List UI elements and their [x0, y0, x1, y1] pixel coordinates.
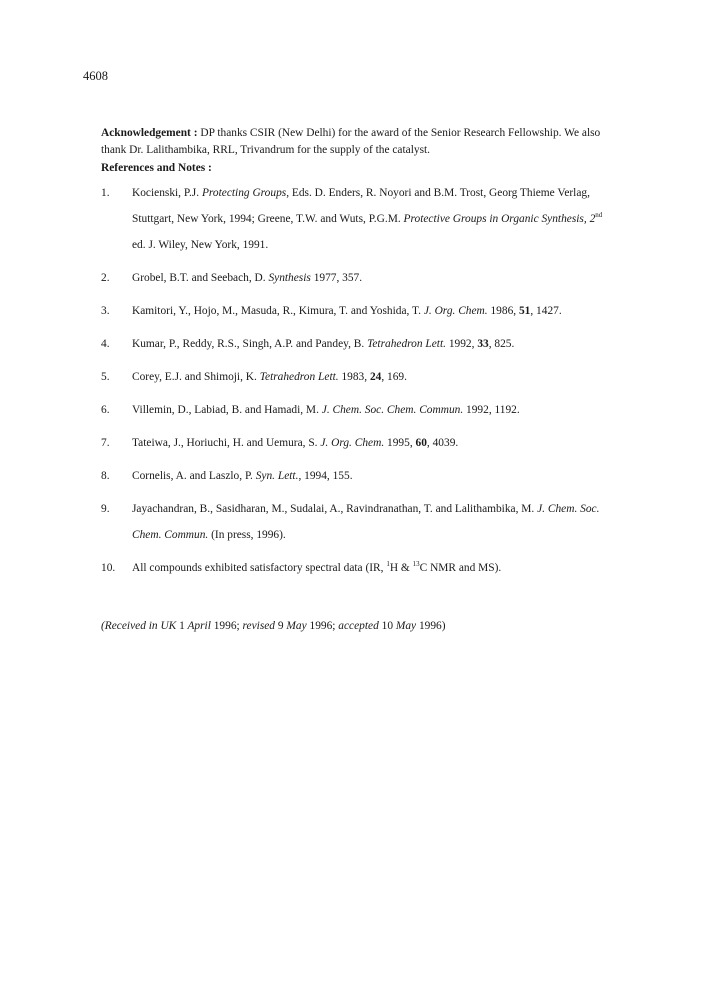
reference-text: ed. J. Wiley, New York, 1991. [132, 239, 269, 251]
reference-journal: Tetrahedron Lett. [367, 338, 446, 350]
reference-number: 2. [101, 272, 110, 284]
received-text: revised [242, 620, 278, 632]
reference-authors: Kumar, P., Reddy, R.S., Singh, A.P. and Pandey, B. [132, 338, 368, 350]
reference-text: , Eds. D. Enders, R. Noyori and B.M. Trost, Georg Thieme Verlag, [286, 187, 590, 199]
acknowledgement-label: Acknowledgement : [101, 127, 198, 139]
received-date: 10 [381, 620, 394, 632]
reference-year-page: , 1994, 155. [298, 470, 353, 482]
reference-item [101, 364, 646, 390]
received-date: 1996; [309, 620, 339, 632]
reference-journal: Tetrahedron Lett. [259, 371, 339, 383]
reference-superscript: 13 [412, 560, 420, 568]
reference-text: Kocienski, P.J. [132, 187, 202, 199]
reference-authors: Cornelis, A. and Laszlo, P. [132, 470, 256, 482]
reference-page: , 169. [381, 371, 407, 383]
references-heading: References and Notes : [101, 162, 212, 174]
received-text: May [393, 620, 419, 632]
reference-number: 4. [101, 338, 110, 350]
reference-page: , 825. [488, 338, 515, 350]
reference-year: 1995, [384, 437, 416, 449]
reference-text: Stuttgart, New York, 1994; Greene, T.W. and Wuts, P.G.M. [132, 213, 404, 225]
reference-item [101, 180, 646, 258]
reference-number: 3. [101, 305, 110, 317]
reference-journal: Synthesis [268, 272, 311, 284]
acknowledgement-text-line1: DP thanks CSIR (New Delhi) for the award of the Senior Research Fellowship. We also [197, 127, 601, 139]
received-text: (Received in UK [101, 620, 180, 632]
reference-authors: Corey, E.J. and Shimoji, K. [132, 371, 260, 383]
reference-text: , 2 [583, 213, 596, 225]
reference-item [101, 463, 646, 489]
reference-item [101, 397, 646, 423]
acknowledgement-text-line2: thank Dr. Lalithambika, RRL, Trivandrum for the supply of the catalyst. [101, 144, 431, 156]
received-date: 9 [277, 620, 284, 632]
reference-title: Protective Groups in Organic Synthesis [403, 213, 584, 225]
reference-number: 6. [101, 404, 110, 416]
received-text: accepted [338, 620, 382, 632]
reference-title: Protecting Groups [201, 187, 287, 199]
reference-superscript: 1 [386, 560, 390, 568]
reference-text: C NMR and MS). [419, 562, 502, 574]
reference-number: 10. [101, 562, 116, 574]
reference-journal: J. Org. Chem. [320, 437, 385, 449]
reference-journal: J. Chem. Soc. [537, 503, 600, 515]
reference-number: 7. [101, 437, 110, 449]
reference-authors: Tateiwa, J., Horiuchi, H. and Uemura, S. [132, 437, 321, 449]
reference-item [101, 496, 646, 548]
reference-number: 9. [101, 503, 110, 515]
reference-journal: Syn. Lett. [255, 470, 299, 482]
reference-authors: Villemin, D., Labiad, B. and Hamadi, M. [132, 404, 322, 416]
reference-superscript: nd [595, 211, 603, 219]
received-date: 1996; [213, 620, 243, 632]
reference-item [101, 430, 646, 456]
reference-journal: Chem. Commun. [132, 529, 209, 541]
reference-volume: 24 [369, 371, 382, 383]
reference-authors: Jayachandran, B., Sasidharan, M., Sudalai, A., Ravindranathan, T. and Lalithambika, M. [132, 503, 538, 515]
reference-item [101, 265, 646, 291]
reference-item [101, 555, 646, 581]
reference-year: 1986, [487, 305, 519, 317]
reference-journal: J. Chem. Soc. Chem. Commun. [321, 404, 464, 416]
received-text: April [184, 620, 214, 632]
reference-number: 5. [101, 371, 110, 383]
reference-number: 1. [101, 187, 110, 199]
reference-authors: Grobel, B.T. and Seebach, D. [132, 272, 269, 284]
reference-year: 1983, [338, 371, 370, 383]
reference-item [101, 298, 646, 324]
acknowledgement [101, 125, 636, 159]
received-date: 1996) [418, 620, 446, 632]
reference-number: 8. [101, 470, 110, 482]
reference-page: , 4039. [426, 437, 459, 449]
reference-page: , 1427. [530, 305, 562, 317]
page-number: 4608 [83, 69, 108, 83]
reference-volume: 60 [415, 437, 427, 449]
reference-year-page: 1977, 357. [310, 272, 363, 284]
reference-volume: 33 [477, 338, 489, 350]
reference-text: H & [389, 562, 413, 574]
reference-item [101, 331, 646, 357]
received-dates [101, 620, 446, 632]
reference-status: (In press, 1996). [208, 529, 286, 541]
reference-volume: 51 [518, 305, 531, 317]
reference-year: 1992, [445, 338, 478, 350]
reference-year-page: 1992, 1192. [463, 404, 520, 416]
reference-text: All compounds exhibited satisfactory spectral data (IR, [132, 562, 387, 574]
references-list [101, 180, 646, 588]
received-date: 1 [179, 620, 185, 632]
reference-authors: Kamitori, Y., Hojo, M., Masuda, R., Kimura, T. and Yoshida, T. [132, 305, 424, 317]
received-text: May [283, 620, 310, 632]
reference-journal: J. Org. Chem. [423, 305, 488, 317]
